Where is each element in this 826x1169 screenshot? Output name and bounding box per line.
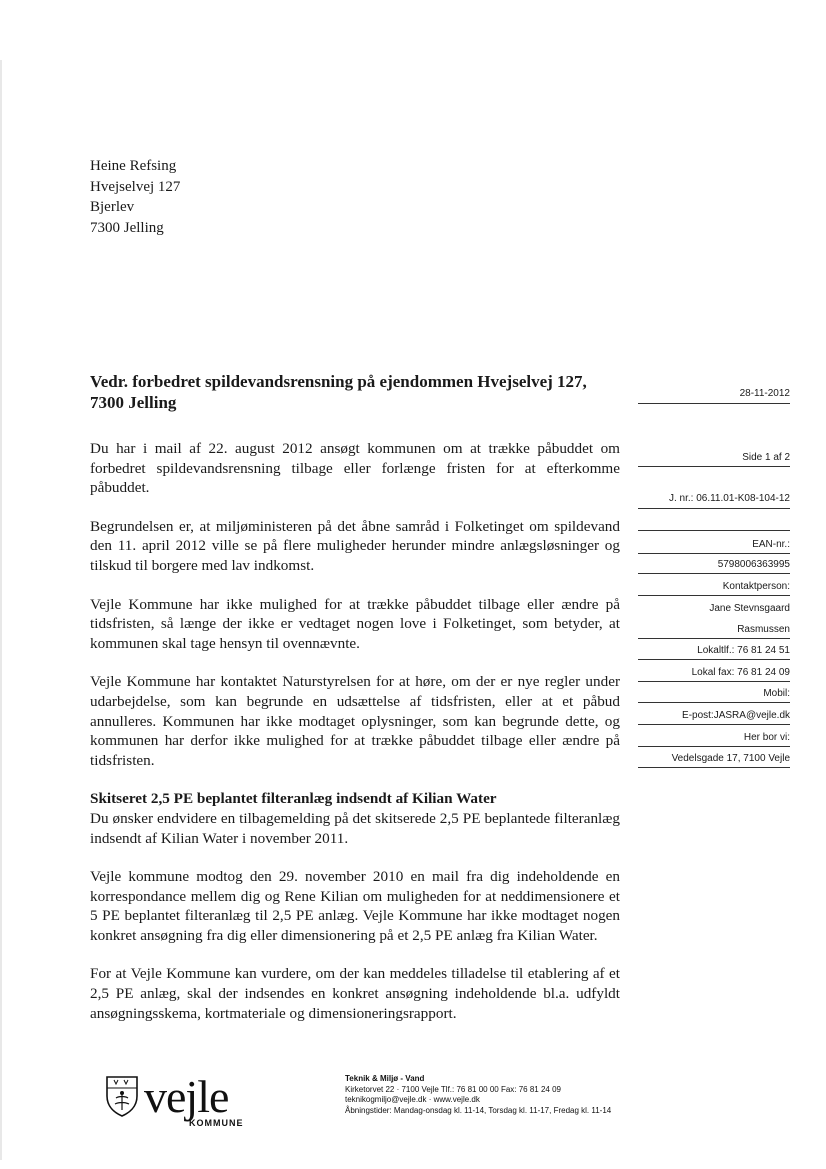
section-heading: Skitseret 2,5 PE beplantet filteranlæg indsendt af Kilian Water [90,790,497,808]
divider [638,403,790,404]
paragraph: Vejle kommune modtog den 29. november 2010 en mail fra dig indeholdende en korrespondance mellem dig og Rene Kilian om muligheden for at neddimensionere et 5 PE beplantet filteranlæg til 2,5 PE anlæg. Vejle Kommune har ikke modtaget nogen konkret ansøgning fra dig eller dimensionering på et 2,5 PE anlæg fra Kilian Water. [90,868,620,944]
divider [638,702,790,703]
contact-fax: Lokal fax: 76 81 24 09 [691,667,790,678]
letter-date: 28-11-2012 [739,388,790,399]
recipient-address [90,156,180,238]
vejle-logo [104,1070,264,1130]
divider [638,530,790,531]
divider [638,746,790,747]
contact-name-cont: Rasmussen [737,624,790,635]
divider [638,767,790,768]
footer-hours: Åbningstider: Mandag-onsdag kl. 11-14, Torsdag kl. 11-17, Fredag kl. 11-14 [345,1105,612,1115]
ean-label: EAN-nr.: [752,539,790,550]
paragraph: Vejle Kommune har ikke mulighed for at trække påbuddet tilbage eller ændre på tidsfristen, så længe der ikke er vedtaget nogen love i Folketinget, som betyder, at kommunen skal tage hensyn til ovennævnte. [90,595,620,652]
divider [638,595,790,596]
divider [638,659,790,660]
contact-label: Kontaktperson: [722,581,790,592]
footer-department: Teknik & Miljø - Vand [345,1074,425,1083]
divider [638,553,790,554]
logo-wordmark: vejle [144,1071,229,1122]
logo-subtitle: KOMMUNE [189,1118,244,1128]
footer-contact [345,1074,611,1116]
paragraph: Vejle Kommune har kontaktet Naturstyrelsen for at høre, om der er nye regler under udarbejdelse, som kan begrunde en udsættelse af tidsfristen, eller at et påbud annulleres. Kommunen har ikke modtaget oplysninger, som kan begrunde dette, og kommunen har derfor ikke mulighed for at trække påbuddet tilbage eller ændre på tidsfristen. [90,673,620,769]
journal-number: J. nr.: 06.11.01-K08-104-12 [668,493,790,504]
recipient-name: Heine Refsing [90,158,177,174]
recipient-area: Bjerlev [90,199,135,215]
divider [638,681,790,682]
footer-address: Kirketorvet 22 · 7100 Vejle Tlf.: 76 81 00 00 Fax: 76 81 24 09 [345,1084,561,1094]
contact-phone: Lokaltlf.: 76 81 24 51 [697,645,790,656]
paragraph: Du har i mail af 22. august 2012 ansøgt kommunen om at trække påbuddet om forbedret spildevandsrensning tilbage eller forlænge fristen for at efterkomme påbuddet. [90,440,620,497]
divider [638,508,790,509]
ean-value: 5798006363995 [717,559,790,570]
divider [638,466,790,467]
scan-edge [0,60,2,1160]
paragraph: Begrundelsen er, at miljøministeren på det åbne samråd i Folketinget om spildevand den 11. april 2012 ville se på flere muligheder herunder mindre anlægsløsninger og tilskud til borgere med lav indkomst. [90,517,620,574]
paragraph: Du ønsker endvidere en tilbagemelding på det skitserede 2,5 PE beplantede filteranlæg indsendt af Kilian Water i november 2011. [90,809,620,847]
location-address: Vedelsgade 17, 7100 Vejle [671,753,790,764]
footer-web: teknikogmiljo@vejle.dk · www.vejle.dk [345,1095,480,1104]
location-label: Her bor vi: [743,732,790,743]
divider [638,573,790,574]
divider [638,638,790,639]
divider [638,724,790,725]
contact-name: Jane Stevnsgaard [709,603,790,614]
page-number: Side 1 af 2 [742,452,790,463]
paragraph: For at Vejle Kommune kan vurdere, om der kan meddeles tilladelse til etablering af et 2,5 PE anlæg, skal der indsendes en konkret ansøgning indeholdende bl.a. udfyldt ansøgningsskema, kortmateriale og dimensioneringsrapport. [90,965,620,1022]
subject-heading: Vedr. forbedret spildevandsrensning på ejendommen Hvejselvej 127, 7300 Jelling [90,372,587,412]
coat-of-arms-icon [104,1074,140,1118]
recipient-street: Hvejselvej 127 [90,178,181,195]
letter-body [90,372,620,1042]
recipient-city: 7300 Jelling [90,219,164,236]
contact-mobile: Mobil: [763,688,790,699]
contact-email: E-post:JASRA@vejle.dk [682,710,790,721]
